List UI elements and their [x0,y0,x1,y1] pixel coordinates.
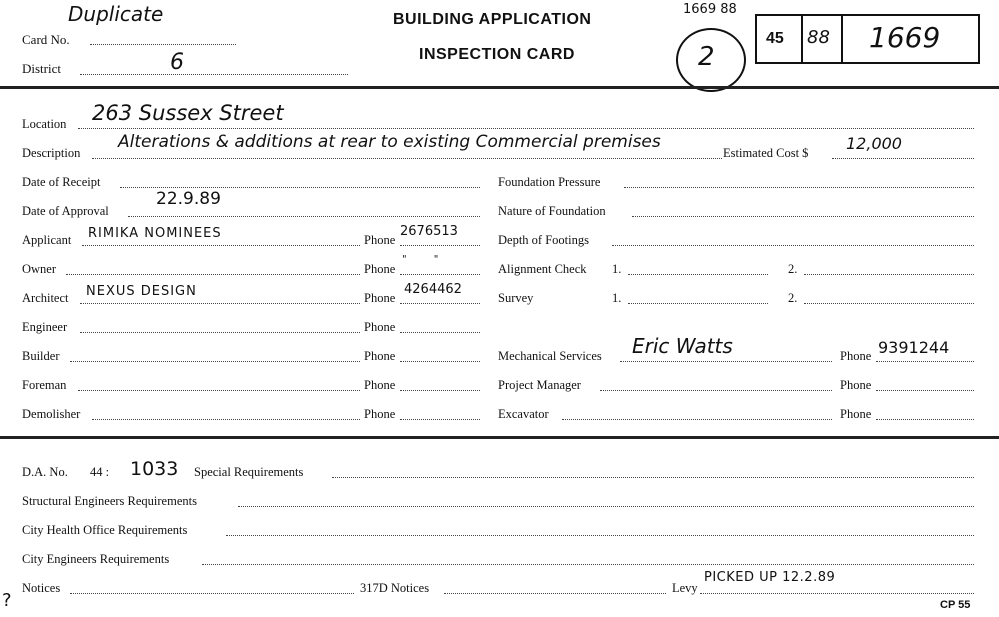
depth-of-footings-dotted-line [612,245,974,246]
foreman-phone-dotted-line [400,390,480,391]
excavator-dotted-line [562,419,832,420]
circled-number-value: 2 [698,42,715,72]
project-manager-label: Project Manager [498,378,581,392]
city-engineers-dotted-line [202,564,974,565]
alignment-check-num2: 2. [788,262,798,276]
reference-number-box [755,14,980,64]
location-label: Location [22,117,67,131]
da-no-value: 1033 [130,458,179,480]
levy-label: Levy [672,581,698,595]
date-of-approval-dotted-line [128,216,480,217]
alignment-check-label: Alignment Check [498,262,587,276]
mechanical-phone-dotted-line [876,361,974,362]
excavator-phone-label: Phone [840,407,872,421]
district-dotted-line [80,74,348,75]
alignment-check-dotted-line-1 [628,274,768,275]
mechanical-phone-label: Phone [840,349,872,363]
owner-phone-label: Phone [364,262,396,276]
da-no-label: D.A. No. [22,465,68,479]
builder-phone-dotted-line [400,361,480,362]
foreman-dotted-line [78,390,360,391]
owner-phone-value: " " [402,254,451,265]
circled-number [676,28,746,92]
survey-label: Survey [498,291,534,305]
architect-label: Architect [22,291,69,305]
description-label: Description [22,146,81,160]
header-divider [0,86,999,89]
health-office-dotted-line [226,535,974,536]
notices-label: Notices [22,581,61,595]
requirements-divider [0,436,999,439]
survey-num2: 2. [788,291,798,305]
estimated-cost-dotted-line [832,158,974,159]
notices-317d-dotted-line [444,593,666,594]
demolisher-dotted-line [92,419,360,420]
ref-box-divider-1 [801,16,803,62]
form-code: CP 55 [940,599,971,611]
applicant-phone-label: Phone [364,233,396,247]
project-manager-phone-dotted-line [876,390,974,391]
city-engineers-label: City Engineers Requirements [22,552,170,566]
special-requirements-label: Special Requirements [194,465,304,479]
survey-num1: 1. [612,291,622,305]
notices-317d-label: 317D Notices [360,581,430,595]
top-note: 1669 88 [683,2,737,17]
card-no-value: Duplicate [68,2,164,26]
engineer-phone-label: Phone [364,320,396,334]
notices-dotted-line [70,593,354,594]
ref-box-cell3: 1669 [869,21,941,54]
builder-dotted-line [70,361,360,362]
applicant-dotted-line [82,245,360,246]
excavator-label: Excavator [498,407,549,421]
district-label: District [22,61,61,76]
architect-value: NEXUS DESIGN [86,284,197,299]
builder-label: Builder [22,349,60,363]
margin-mark: ? [2,590,12,611]
card-no-dotted-line [90,44,236,45]
applicant-phone-value: 2676513 [400,224,458,239]
alignment-check-dotted-line-2 [804,274,974,275]
date-of-receipt-dotted-line [120,187,480,188]
levy-value: PICKED UP 12.2.89 [704,570,836,585]
applicant-label: Applicant [22,233,72,247]
foreman-label: Foreman [22,378,67,392]
district-value: 6 [170,50,184,75]
owner-label: Owner [22,262,57,276]
nature-of-foundation-dotted-line [632,216,974,217]
applicant-value: RIMIKA NOMINEES [88,226,222,241]
alignment-check-num1: 1. [612,262,622,276]
structural-engineers-label: Structural Engineers Requirements [22,494,197,508]
ref-box-cell2: 88 [807,27,830,48]
survey-dotted-line-2 [804,303,974,304]
project-manager-dotted-line [600,390,832,391]
mechanical-services-value: Eric Watts [632,334,733,358]
architect-dotted-line [80,303,360,304]
estimated-cost-label: Estimated Cost $ [723,146,809,160]
foundation-pressure-dotted-line [624,187,974,188]
card-no-label: Card No. [22,32,70,47]
depth-of-footings-label: Depth of Footings [498,233,589,247]
da-no-prefix: 44 : [90,465,110,479]
form-title-line2: INSPECTION CARD [419,46,575,63]
health-office-label: City Health Office Requirements [22,523,188,537]
applicant-phone-dotted-line [400,245,480,246]
survey-dotted-line-1 [628,303,768,304]
architect-phone-label: Phone [364,291,396,305]
mechanical-services-label: Mechanical Services [498,349,602,363]
ref-box-cell1: 45 [766,30,784,47]
engineer-label: Engineer [22,320,68,334]
location-dotted-line [78,128,974,129]
demolisher-label: Demolisher [22,407,81,421]
date-of-approval-value: 22.9.89 [156,189,221,209]
foundation-pressure-label: Foundation Pressure [498,175,601,189]
form-title-line1: BUILDING APPLICATION [393,11,592,28]
architect-phone-dotted-line [400,303,480,304]
description-dotted-line [92,158,722,159]
engineer-phone-dotted-line [400,332,480,333]
structural-engineers-dotted-line [238,506,974,507]
location-value: 263 Sussex Street [92,101,284,125]
demolisher-phone-dotted-line [400,419,480,420]
owner-dotted-line [66,274,360,275]
estimated-cost-value: 12,000 [846,134,902,153]
nature-of-foundation-label: Nature of Foundation [498,204,606,218]
owner-phone-dotted-line [400,274,480,275]
mechanical-phone-value: 9391244 [878,338,950,357]
special-requirements-dotted-line [332,477,974,478]
foreman-phone-label: Phone [364,378,396,392]
description-value: Alterations & additions at rear to existing Commercial premises [118,132,661,152]
excavator-phone-dotted-line [876,419,974,420]
date-of-approval-label: Date of Approval [22,204,109,218]
architect-phone-value: 4264462 [404,282,462,297]
date-of-receipt-label: Date of Receipt [22,175,101,189]
ref-box-divider-2 [841,16,843,62]
mechanical-services-dotted-line [620,361,832,362]
demolisher-phone-label: Phone [364,407,396,421]
builder-phone-label: Phone [364,349,396,363]
project-manager-phone-label: Phone [840,378,872,392]
levy-dotted-line [700,593,974,594]
engineer-dotted-line [80,332,360,333]
